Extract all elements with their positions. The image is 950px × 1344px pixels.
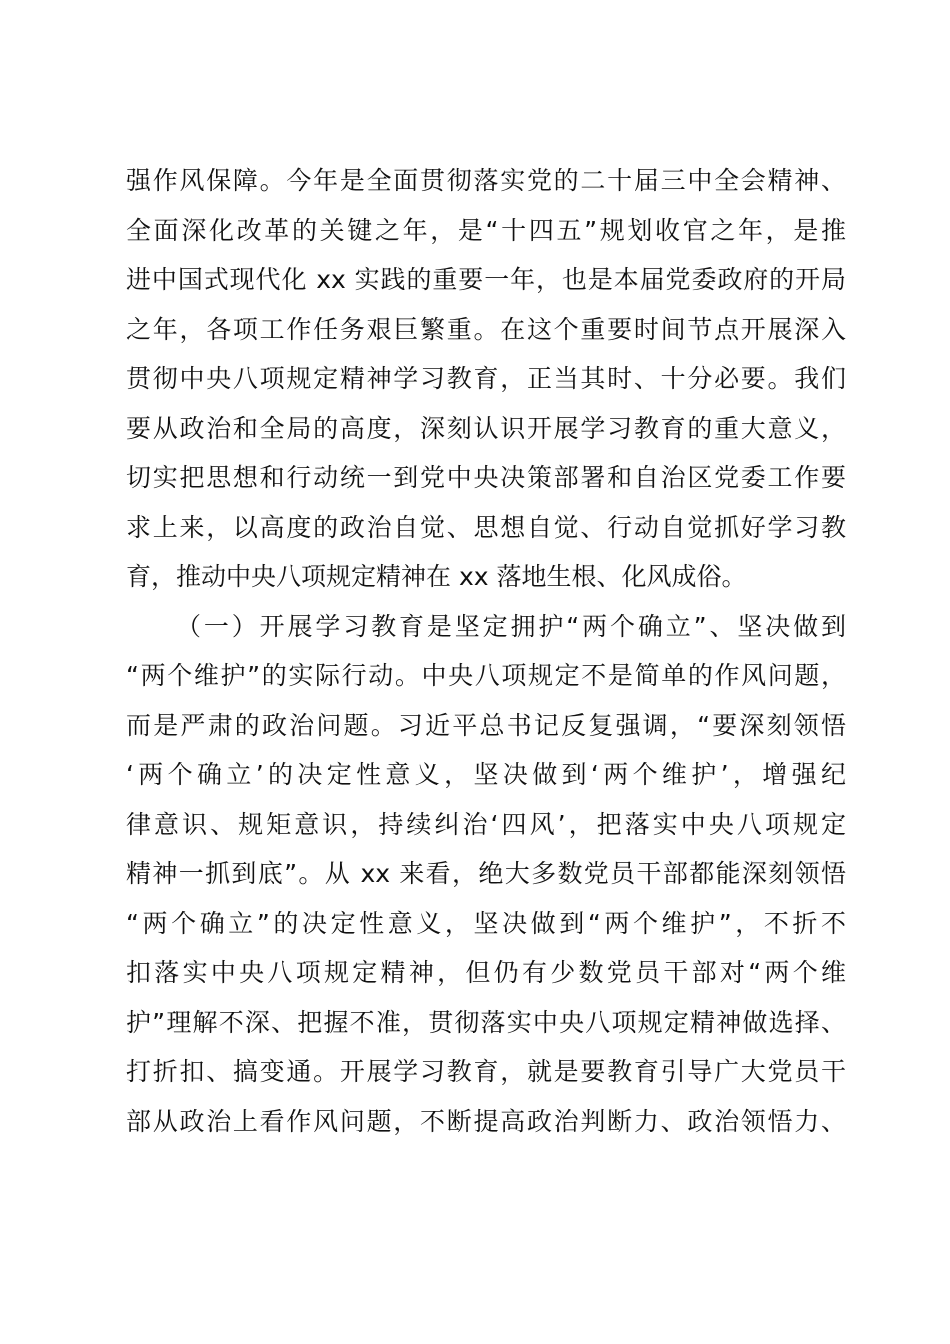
text-line: 精神一抓到底”。从 xx 来看，绝大多数党员干部都能深刻领悟 bbox=[126, 859, 846, 888]
text-line: 部从政治上看作风问题，不断提高政治判断力、政治领悟力、 bbox=[126, 1106, 846, 1136]
text-line: “两个确立”的决定性意义，坚决做到“两个维护”，不折不 bbox=[126, 908, 846, 938]
text-line: 而是严肃的政治问题。习近平总书记反复强调，“要深刻领悟 bbox=[126, 710, 846, 740]
section-heading-line: （一）开展学习教育是坚定拥护“两个确立”、坚决做到 bbox=[176, 611, 846, 641]
body-text bbox=[126, 156, 846, 1146]
text-line: 要从政治和全局的高度，深刻认识开展学习教育的重大意义， bbox=[126, 413, 846, 443]
text-line: 打折扣、搞变通。开展学习教育，就是要教育引导广大党员干 bbox=[126, 1057, 846, 1086]
text-line: 进中国式现代化 xx 实践的重要一年，也是本届党委政府的开局 bbox=[126, 265, 846, 294]
text-line: 切实把思想和行动统一到党中央决策部署和自治区党委工作要 bbox=[126, 463, 846, 492]
text-line: 全面深化改革的关键之年，是“十四五”规划收官之年，是推 bbox=[126, 215, 846, 245]
text-line: 护”理解不深、把握不准，贯彻落实中央八项规定精神做选择、 bbox=[126, 1007, 846, 1037]
text-line: 之年，各项工作任务艰巨繁重。在这个重要时间节点开展深入 bbox=[126, 314, 846, 344]
text-line: ‘两个确立’的决定性意义，坚决做到‘两个维护’，增强纪 bbox=[126, 760, 846, 789]
text-line: 求上来，以高度的政治自觉、思想自觉、行动自觉抓好学习教 bbox=[126, 512, 846, 542]
text-line: 育，推动中央八项规定精神在 xx 落地生根、化风成俗。 bbox=[126, 562, 747, 591]
text-line: 贯彻中央八项规定精神学习教育，正当其时、十分必要。我们 bbox=[126, 364, 846, 393]
text-line: 律意识、规矩意识，持续纠治‘四风’，把落实中央八项规定 bbox=[126, 809, 846, 839]
text-line: 强作风保障。今年是全面贯彻落实党的二十届三中全会精神、 bbox=[126, 166, 846, 195]
text-line: 扣落实中央八项规定精神，但仍有少数党员干部对“两个维 bbox=[126, 958, 846, 987]
text-line: “两个维护”的实际行动。中央八项规定不是简单的作风问题， bbox=[126, 661, 846, 690]
